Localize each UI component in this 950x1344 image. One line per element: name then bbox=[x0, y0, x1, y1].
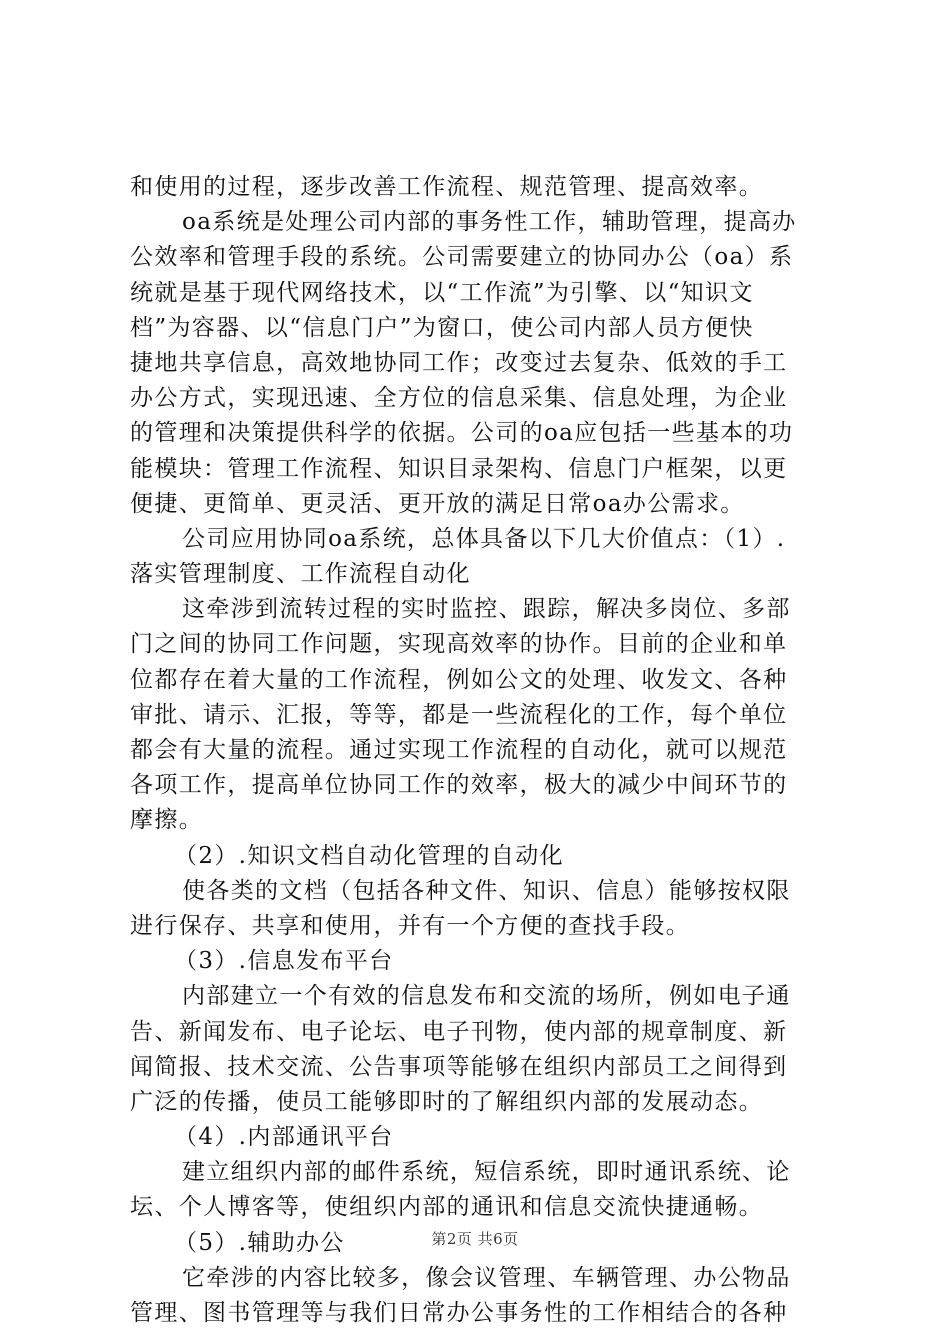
text-line: 建立组织内部的邮件系统，短信系统，即时通讯系统、论 bbox=[182, 1159, 791, 1186]
text-line: 坛、个人博客等，使组织内部的通讯和信息交流快捷通畅。 bbox=[130, 1194, 764, 1221]
text-line: 它牵涉的内容比较多，像会议管理、车辆管理、办公物品 bbox=[182, 1264, 791, 1291]
text-line: 档”为容器、以“信息门户”为窗口，使公司内部人员方便快 bbox=[130, 314, 754, 341]
text-line: 和使用的过程，逐步改善工作流程、规范管理、提高效率。 bbox=[130, 174, 764, 200]
text-line: oa系统是处理公司内部的事务性工作，辅助管理，提高办 bbox=[182, 209, 797, 236]
text-line: 使各类的文档（包括各种文件、知识、信息）能够按权限 bbox=[182, 877, 791, 904]
body-text bbox=[130, 170, 830, 1331]
page-number-footer: 第2页 共6页 bbox=[431, 1230, 519, 1248]
text-line: 各项工作，提高单位协同工作的效率，极大的减少中间环节的 bbox=[130, 772, 788, 799]
section-heading: （2）.知识文档自动化管理的自动化 bbox=[174, 842, 564, 869]
text-line: 落实管理制度、工作流程自动化 bbox=[130, 561, 471, 588]
text-line: 进行保存、共享和使用，并有一个方便的查找手段。 bbox=[130, 912, 691, 939]
text-line: 公效率和管理手段的系统。公司需要建立的协同办公（oa）系 bbox=[130, 244, 794, 271]
text-line: 告、新闻发布、电子论坛、电子刊物，使内部的规章制度、新 bbox=[130, 1018, 788, 1045]
text-line: 这牵涉到流转过程的实时监控、跟踪，解决多岗位、多部 bbox=[182, 596, 791, 623]
section-heading: （4）.内部通讯平台 bbox=[174, 1124, 394, 1151]
text-line: 办公方式，实现迅速、全方位的信息采集、信息处理，为企业 bbox=[130, 385, 788, 412]
text-line: 公司应用协同oa系统，总体具备以下几大价值点：（1）. bbox=[182, 525, 786, 552]
text-line: 位都存在着大量的工作流程，例如公文的处理、收发文、各种 bbox=[130, 666, 788, 693]
text-line: 管理、图书管理等与我们日常办公事务性的工作相结合的各种 bbox=[130, 1300, 788, 1326]
text-line: 闻简报、技术交流、公告事项等能够在组织内部员工之间得到 bbox=[130, 1053, 788, 1080]
text-line: 都会有大量的流程。通过实现工作流程的自动化，就可以规范 bbox=[130, 737, 788, 763]
text-line: 摩擦。 bbox=[130, 807, 204, 834]
text-line: 统就是基于现代网络技术，以“工作流”为引擎、以“知识文 bbox=[130, 279, 754, 306]
text-line: 便捷、更简单、更灵活、更开放的满足日常oa办公需求。 bbox=[130, 490, 745, 517]
text-line: 捷地共享信息，高效地协同工作；改变过去复杂、低效的手工 bbox=[130, 349, 788, 376]
text-line: 的管理和决策提供科学的依据。公司的oa应包括一些基本的功 bbox=[130, 420, 794, 447]
text-line: 审批、请示、汇报，等等，都是一些流程化的工作，每个单位 bbox=[130, 701, 788, 728]
text-line: 能模块：管理工作流程、知识目录架构、信息门户框架，以更 bbox=[130, 455, 788, 482]
section-heading: （3）.信息发布平台 bbox=[174, 948, 394, 975]
text-line: 门之间的协同工作问题，实现高效率的协作。目前的企业和单 bbox=[130, 631, 788, 658]
text-line: 内部建立一个有效的信息发布和交流的场所，例如电子通 bbox=[182, 983, 791, 1010]
section-heading: （5）.辅助办公 bbox=[174, 1229, 345, 1256]
text-line: 广泛的传播，使员工能够即时的了解组织内部的发展动态。 bbox=[130, 1088, 764, 1115]
